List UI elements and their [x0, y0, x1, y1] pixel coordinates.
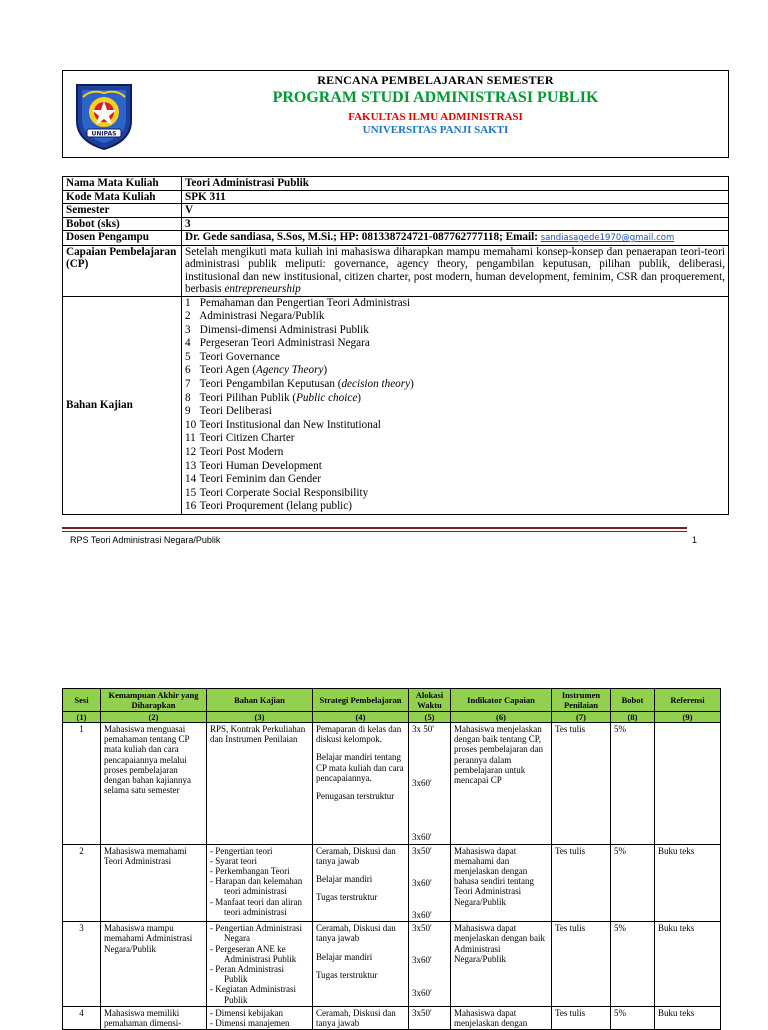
- waktu-item: 3x60': [412, 955, 432, 966]
- bahan-item: [185, 460, 725, 474]
- cell-waktu: [409, 1006, 451, 1029]
- bahan-text: Teori Corperate Social Responsibility: [199, 486, 369, 499]
- cell-bahan: RPS, Kontrak Perkuliahan dan Instrumen Penilaian: [207, 723, 313, 845]
- column-header: Bahan Kajian: [207, 689, 313, 712]
- bahan-dash-list: [210, 846, 309, 917]
- bahan-item: [185, 324, 725, 338]
- info-label: Semester: [63, 204, 182, 218]
- spacer: [316, 962, 405, 970]
- rps-schedule-table: [62, 688, 721, 1030]
- bahan-text: Teori Post Modern: [199, 446, 284, 459]
- table-header-row: [63, 689, 721, 712]
- cell-instrumen: Tes tulis: [552, 922, 611, 1007]
- strategi-item: Tugas terstruktur: [316, 969, 378, 980]
- cell-bahan: [207, 1006, 313, 1029]
- info-value: [182, 245, 729, 296]
- cell-waktu: [409, 723, 451, 845]
- column-number: (2): [101, 712, 207, 723]
- info-value: [182, 296, 729, 515]
- bahan-text: Teori Proqurement (lelang public): [199, 500, 352, 513]
- column-header: Indikator Capaian: [451, 689, 552, 712]
- cell-kemampuan: Mahasiswa mampu memahami Administrasi Negara/Publik: [101, 922, 207, 1007]
- info-value: [182, 231, 729, 246]
- list-item: - Dimensi kebijakan: [210, 1007, 283, 1018]
- info-value: V: [182, 204, 729, 218]
- cell-bahan: [207, 844, 313, 922]
- waktu-item: 3x60': [412, 877, 432, 888]
- bahan-number: 7: [185, 378, 191, 391]
- cell-bobot: 5%: [611, 922, 655, 1007]
- waktu-item: 3x60': [412, 832, 432, 843]
- strategi-item: Penugasan terstruktur: [316, 791, 395, 802]
- table-row: [63, 204, 729, 218]
- bahan-dash-list: [210, 923, 309, 1005]
- info-value: Teori Administrasi Publik: [182, 177, 729, 191]
- university-logo-icon: [71, 79, 137, 151]
- cell-indikator: Mahasiswa dapat menjelaskan dengan: [451, 1006, 552, 1029]
- list-item: - Syarat teori: [210, 855, 257, 866]
- bahan-number: 5: [185, 350, 191, 363]
- bahan-item: [185, 500, 725, 514]
- bahan-number: 13: [185, 459, 197, 472]
- course-info-table: [62, 176, 729, 515]
- waktu-item: 3x50': [412, 923, 432, 934]
- bahan-text: Teori Institusional dan New Institutional: [199, 418, 381, 431]
- cell-indikator: Mahasiswa dapat memahami dan menjelaskan dengan bahasa sendiri tentang Teori Administrasi Negara/Publik: [451, 844, 552, 922]
- bahan-text: Teori Deliberasi: [199, 405, 272, 418]
- bahan-text-end: ): [323, 364, 328, 377]
- bahan-number: 2: [185, 310, 191, 323]
- spacer: [412, 966, 447, 988]
- spacer: [316, 744, 405, 752]
- bahan-number: 9: [185, 405, 191, 418]
- column-number: (6): [451, 712, 552, 723]
- cell-referensi: Buku teks: [655, 844, 721, 922]
- info-label: Nama Mata Kuliah: [63, 177, 182, 191]
- cell-kemampuan: Mahasiswa memahami Teori Administrasi: [101, 844, 207, 922]
- bahan-text: Teori Pilihan Publik (: [199, 391, 297, 404]
- strategi-item: Ceramah, Diskusi dan tanya jawab: [316, 845, 396, 866]
- bahan-item: [185, 364, 725, 378]
- list-item: - Dimensi manajemen: [210, 1018, 290, 1029]
- cell-strategi: [313, 723, 409, 845]
- spacer: [412, 856, 447, 878]
- cell-referensi: [655, 723, 721, 845]
- column-number: (1): [63, 712, 101, 723]
- cell-instrumen: Tes tulis: [552, 844, 611, 922]
- bahan-number: 4: [185, 337, 191, 350]
- column-header: Alokasi Waktu: [409, 689, 451, 712]
- bahan-text: Dimensi-dimensi Administrasi Publik: [199, 323, 369, 336]
- header-titles: [143, 73, 728, 136]
- column-header: Sesi: [63, 689, 101, 712]
- table-number-row: [63, 712, 721, 723]
- footer-rule: [62, 531, 687, 532]
- column-header: Bobot: [611, 689, 655, 712]
- column-number: (4): [313, 712, 409, 723]
- footer-text: RPS Teori Administrasi Negara/Publik: [70, 535, 221, 545]
- column-number: (8): [611, 712, 655, 723]
- list-item: - Perkembangan Teori: [210, 866, 290, 877]
- table-row: [63, 190, 729, 204]
- bahan-number: 14: [185, 473, 197, 486]
- cell-bahan: [207, 922, 313, 1007]
- column-number: (5): [409, 712, 451, 723]
- bahan-text: Teori Feminim dan Gender: [199, 473, 321, 486]
- column-header: Kemampuan Akhir yang Diharapkan: [101, 689, 207, 712]
- cell-waktu: [409, 922, 451, 1007]
- column-number: (9): [655, 712, 721, 723]
- bahan-item: [185, 378, 725, 392]
- footer-rule: [62, 527, 687, 529]
- cell-sesi: 4: [63, 1006, 101, 1029]
- cell-indikator: Mahasiswa dapat menjelaskan dengan baik Administrasi Negara/Publik: [451, 922, 552, 1007]
- column-header: Strategi Pembelajaran: [313, 689, 409, 712]
- column-number: (7): [552, 712, 611, 723]
- bahan-text-end: ): [357, 391, 362, 404]
- table-row: [63, 296, 729, 515]
- header-line-university: UNIVERSITAS PANJI SAKTI: [362, 124, 509, 136]
- spacer: [316, 944, 405, 952]
- bahan-item: [185, 432, 725, 446]
- info-label: Bobot (sks): [63, 217, 182, 231]
- strategi-item: Pemaparan di kelas dan diskusi kelompok.: [316, 724, 402, 745]
- bahan-number: 16: [185, 500, 197, 513]
- bahan-kajian-list: [185, 297, 725, 515]
- cp-text: Setelah mengikuti mata kuliah ini mahasiswa diharapkan mampu memahami konsep-konsep dan penaerapan teori-teori administrasi publik meliputi: governance, agency theory, pengambilan keputusan, pilihan publik, deliberasi, institusional dan new institusional, citizen charter, post modern, human development, feminim, CSR dan proquerement, berbasis: [185, 245, 725, 295]
- bahan-dash-list: [210, 1008, 309, 1028]
- bahan-text-end: ): [410, 378, 414, 391]
- bahan-item: [185, 419, 725, 433]
- cell-instrumen: Tes tulis: [552, 1006, 611, 1029]
- strategi-item: Belajar mandiri: [316, 951, 373, 962]
- info-value: 3: [182, 217, 729, 231]
- strategi-item: Ceramah, Diskusi dan tanya jawab: [316, 1007, 396, 1029]
- bahan-text: Teori Citizen Charter: [199, 432, 295, 445]
- bahan-text: Administrasi Negara/Publik: [199, 310, 325, 323]
- cell-kemampuan: Mahasiswa memiliki pemahaman dimensi-: [101, 1006, 207, 1029]
- table-row: [63, 723, 721, 845]
- cell-instrumen: Tes tulis: [552, 723, 611, 845]
- cell-sesi: 2: [63, 844, 101, 922]
- list-item: - Kegiatan Administrasi Publik: [210, 984, 296, 1005]
- bahan-item: [185, 473, 725, 487]
- cell-sesi: 1: [63, 723, 101, 845]
- list-item: - Pergeseran ANE ke Administrasi Publik: [210, 943, 297, 964]
- bahan-text: Pemahaman dan Pengertian Teori Administrasi: [199, 296, 411, 309]
- rps-table-body: [63, 723, 721, 1030]
- bahan-text: Teori Agen (: [199, 364, 256, 377]
- info-label: Capaian Pembelajaran (CP): [63, 245, 182, 296]
- header-line-rps: RENCANA PEMBELAJARAN SEMESTER: [317, 73, 554, 87]
- spacer: [316, 884, 405, 892]
- list-item: - Peran Administrasi Publik: [210, 964, 284, 985]
- spacer: [412, 734, 447, 778]
- lecturer-text: Dr. Gede sandiasa, S.Sos, M.Si.; HP: 081338724721-087762777118; Email:: [185, 231, 541, 243]
- table-row: [63, 231, 729, 246]
- bahan-number: 11: [185, 432, 196, 445]
- list-item: - Pengertian Administrasi Negara: [210, 923, 302, 944]
- bahan-italic: decision theory: [341, 378, 411, 391]
- cell-sesi: 3: [63, 922, 101, 1007]
- header-line-program: PROGRAM STUDI ADMINISTRASI PUBLIK: [272, 89, 599, 106]
- rps-header-box: [62, 70, 729, 158]
- cell-strategi: [313, 922, 409, 1007]
- bahan-item: [185, 297, 725, 311]
- spacer: [316, 866, 405, 874]
- bahan-text: Teori Governance: [199, 350, 280, 363]
- bahan-text: Teori Human Development: [199, 459, 322, 472]
- bahan-number: 6: [185, 364, 191, 377]
- table-row: [63, 177, 729, 191]
- bahan-item: [185, 392, 725, 406]
- strategi-item: Tugas terstruktur: [316, 892, 378, 903]
- bahan-number: 3: [185, 323, 191, 336]
- info-label: Kode Mata Kuliah: [63, 190, 182, 204]
- cell-referensi: Buku teks: [655, 1006, 721, 1029]
- cell-waktu: [409, 844, 451, 922]
- bahan-italic: Agency Theory: [256, 364, 324, 377]
- bahan-item: [185, 351, 725, 365]
- bahan-text: Pergeseran Teori Administrasi Negara: [199, 337, 370, 350]
- strategi-item: Belajar mandiri: [316, 874, 373, 885]
- bahan-text: Teori Pengambilan Keputusan (: [199, 378, 342, 391]
- table-row: [63, 922, 721, 1007]
- list-item: - Harapan dan kelemahan teori administrasi: [210, 876, 303, 897]
- spacer: [412, 788, 447, 832]
- bahan-number: 10: [185, 418, 197, 431]
- strategi-item: Belajar mandiri tentang CP mata kuliah dan cara pencapaiannya.: [316, 752, 404, 783]
- cell-bobot: 5%: [611, 723, 655, 845]
- svg-text:UNIPAS: UNIPAS: [91, 130, 117, 138]
- header-line-faculty: FAKULTAS ILMU ADMINISTRASI: [348, 111, 523, 123]
- list-item: - Manfaat teori dan aliran teori administrasi: [210, 896, 302, 917]
- page-number: 1: [692, 535, 698, 545]
- table-row: [63, 1006, 721, 1029]
- bahan-item: [185, 446, 725, 460]
- cell-strategi: [313, 844, 409, 922]
- bahan-item: [185, 337, 725, 351]
- cell-kemampuan: Mahasiswa menguasai pemahaman tentang CP mata kuliah dan cara pencapaiannya melalui proses pembelajaran dengan bahan kajiannya selama satu semester: [101, 723, 207, 845]
- table-row: [63, 217, 729, 231]
- cell-referensi: Buku teks: [655, 922, 721, 1007]
- bahan-item: [185, 405, 725, 419]
- bahan-item: [185, 310, 725, 324]
- waktu-item: 3x50': [412, 1007, 432, 1018]
- bahan-number: 15: [185, 486, 197, 499]
- spacer: [316, 783, 405, 791]
- bahan-number: 1: [185, 296, 191, 309]
- cp-italic: entrepreneurship: [224, 283, 301, 295]
- cell-indikator: Mahasiswa menjelaskan dengan baik tentang CP, proses pembelajaran dan perannya dalam pembelajaran untuk mencapai CP: [451, 723, 552, 845]
- column-header: Referensi: [655, 689, 721, 712]
- spacer: [412, 933, 447, 955]
- bahan-number: 12: [185, 446, 197, 459]
- waktu-item: 3x50': [412, 845, 432, 856]
- bahan-italic: Public choice: [296, 391, 358, 404]
- waktu-item: 3x 50': [412, 724, 434, 734]
- bahan-item: [185, 487, 725, 501]
- column-header: Instrumen Penilaian: [552, 689, 611, 712]
- info-label: Bahan Kajian: [63, 296, 182, 515]
- cell-bobot: 5%: [611, 844, 655, 922]
- strategi-item: Ceramah, Diskusi dan tanya jawab: [316, 923, 396, 944]
- waktu-item: 3x60': [412, 910, 432, 921]
- table-row: [63, 844, 721, 922]
- list-item: - Pengertian teori: [210, 845, 273, 856]
- spacer: [412, 888, 447, 910]
- info-value: SPK 311: [182, 190, 729, 204]
- waktu-item: 3x60': [412, 987, 432, 998]
- column-number: (3): [207, 712, 313, 723]
- table-row: [63, 245, 729, 296]
- bahan-number: 8: [185, 391, 191, 404]
- lecturer-email-link[interactable]: sandiasagede1970@gmail.com: [540, 233, 675, 243]
- info-label: Dosen Pengampu: [63, 231, 182, 246]
- cell-strategi: [313, 1006, 409, 1029]
- cell-bobot: 5%: [611, 1006, 655, 1029]
- waktu-item: 3x60': [412, 778, 432, 789]
